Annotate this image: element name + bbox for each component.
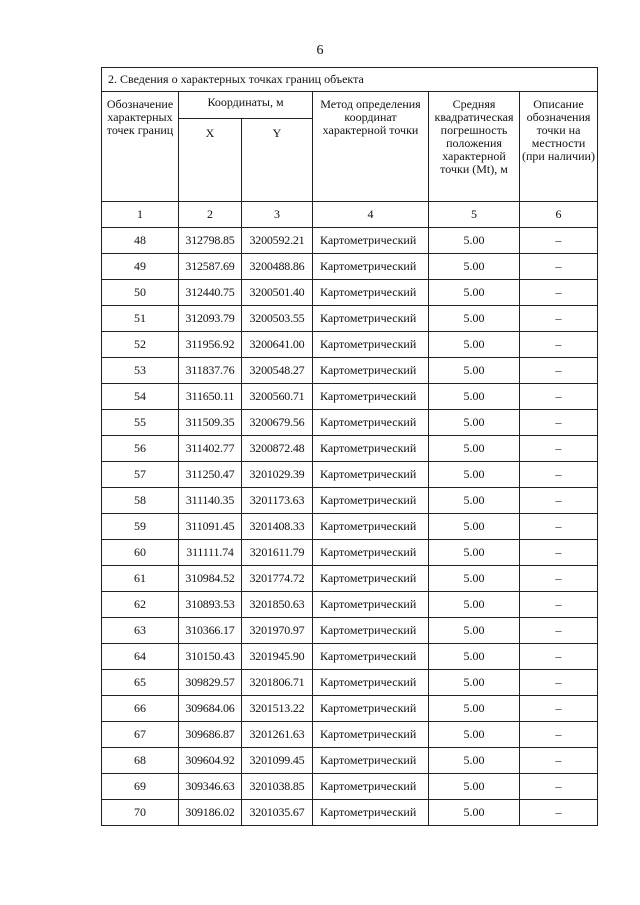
method-cell: Картометрический: [313, 774, 429, 800]
table-row: [102, 618, 598, 644]
table-row: [102, 436, 598, 462]
y-cell: 3201774.72: [242, 566, 313, 592]
y-cell: 3201970.97: [242, 618, 313, 644]
y-cell: 3201850.63: [242, 592, 313, 618]
y-cell: 3200641.00: [242, 332, 313, 358]
header-description: Описание обозначения точки на местности (при наличии): [520, 92, 598, 202]
header-coords: Координаты, м: [179, 92, 313, 119]
x-cell: 310366.17: [179, 618, 242, 644]
point-cell: 58: [102, 488, 179, 514]
description-cell: –: [520, 540, 598, 566]
x-cell: 312587.69: [179, 254, 242, 280]
method-cell: Картометрический: [313, 670, 429, 696]
description-cell: –: [520, 254, 598, 280]
column-number: 1: [102, 202, 179, 228]
header-x: X: [179, 119, 242, 202]
point-cell: 67: [102, 722, 179, 748]
table-row: [102, 696, 598, 722]
point-cell: 57: [102, 462, 179, 488]
method-cell: Картометрический: [313, 748, 429, 774]
y-cell: 3201408.33: [242, 514, 313, 540]
point-cell: 61: [102, 566, 179, 592]
x-cell: 312093.79: [179, 306, 242, 332]
header-point: Обозначение характерных точек границ: [102, 92, 179, 202]
x-cell: 309829.57: [179, 670, 242, 696]
point-cell: 50: [102, 280, 179, 306]
x-cell: 311140.35: [179, 488, 242, 514]
method-cell: Картометрический: [313, 384, 429, 410]
error-cell: 5.00: [429, 618, 520, 644]
point-cell: 51: [102, 306, 179, 332]
table-row: [102, 358, 598, 384]
y-cell: 3201035.67: [242, 800, 313, 826]
y-cell: 3200548.27: [242, 358, 313, 384]
x-cell: 311650.11: [179, 384, 242, 410]
table-row: [102, 488, 598, 514]
y-cell: 3200560.71: [242, 384, 313, 410]
description-cell: –: [520, 670, 598, 696]
column-numbers-row: [102, 202, 598, 228]
header-error: Средняя квадратическая погрешность положения характерной точки (Mt), м: [429, 92, 520, 202]
point-cell: 70: [102, 800, 179, 826]
point-cell: 63: [102, 618, 179, 644]
point-cell: 56: [102, 436, 179, 462]
y-cell: 3201038.85: [242, 774, 313, 800]
description-cell: –: [520, 592, 598, 618]
error-cell: 5.00: [429, 566, 520, 592]
y-cell: 3200503.55: [242, 306, 313, 332]
method-cell: Картометрический: [313, 566, 429, 592]
description-cell: –: [520, 748, 598, 774]
point-cell: 68: [102, 748, 179, 774]
method-cell: Картометрический: [313, 280, 429, 306]
x-cell: 309604.92: [179, 748, 242, 774]
x-cell: 309346.63: [179, 774, 242, 800]
table-row: [102, 800, 598, 826]
error-cell: 5.00: [429, 800, 520, 826]
x-cell: 311837.76: [179, 358, 242, 384]
x-cell: 309186.02: [179, 800, 242, 826]
page-number: 6: [316, 43, 324, 58]
error-cell: 5.00: [429, 540, 520, 566]
table-row: [102, 670, 598, 696]
section-title: 2. Сведения о характерных точках границ объекта: [102, 68, 598, 92]
point-cell: 54: [102, 384, 179, 410]
table-row: [102, 644, 598, 670]
table-row: [102, 748, 598, 774]
error-cell: 5.00: [429, 280, 520, 306]
description-cell: –: [520, 410, 598, 436]
y-cell: 3200488.86: [242, 254, 313, 280]
error-cell: 5.00: [429, 488, 520, 514]
description-cell: –: [520, 514, 598, 540]
method-cell: Картометрический: [313, 358, 429, 384]
description-cell: –: [520, 696, 598, 722]
method-cell: Картометрический: [313, 488, 429, 514]
description-cell: –: [520, 644, 598, 670]
y-cell: 3201261.63: [242, 722, 313, 748]
point-cell: 49: [102, 254, 179, 280]
table-row: [102, 280, 598, 306]
column-number: 6: [520, 202, 598, 228]
method-cell: Картометрический: [313, 618, 429, 644]
description-cell: –: [520, 462, 598, 488]
table-row: [102, 514, 598, 540]
column-number: 2: [179, 202, 242, 228]
method-cell: Картометрический: [313, 462, 429, 488]
method-cell: Картометрический: [313, 436, 429, 462]
y-cell: 3201945.90: [242, 644, 313, 670]
error-cell: 5.00: [429, 462, 520, 488]
y-cell: 3201173.63: [242, 488, 313, 514]
header-method: Метод определения координат характерной точки: [313, 92, 429, 202]
y-cell: 3201099.45: [242, 748, 313, 774]
description-cell: –: [520, 618, 598, 644]
error-cell: 5.00: [429, 384, 520, 410]
point-cell: 52: [102, 332, 179, 358]
table-row: [102, 384, 598, 410]
table-row: [102, 306, 598, 332]
error-cell: 5.00: [429, 696, 520, 722]
x-cell: 309686.87: [179, 722, 242, 748]
point-cell: 66: [102, 696, 179, 722]
x-cell: 311091.45: [179, 514, 242, 540]
y-cell: 3200501.40: [242, 280, 313, 306]
table-row: [102, 332, 598, 358]
method-cell: Картометрический: [313, 800, 429, 826]
description-cell: –: [520, 566, 598, 592]
x-cell: 311250.47: [179, 462, 242, 488]
column-number: 3: [242, 202, 313, 228]
method-cell: Картометрический: [313, 332, 429, 358]
table-row: [102, 722, 598, 748]
table-row: [102, 228, 598, 254]
x-cell: 311956.92: [179, 332, 242, 358]
error-cell: 5.00: [429, 644, 520, 670]
error-cell: 5.00: [429, 592, 520, 618]
method-cell: Картометрический: [313, 644, 429, 670]
description-cell: –: [520, 722, 598, 748]
error-cell: 5.00: [429, 514, 520, 540]
error-cell: 5.00: [429, 306, 520, 332]
method-cell: Картометрический: [313, 592, 429, 618]
x-cell: 312440.75: [179, 280, 242, 306]
error-cell: 5.00: [429, 410, 520, 436]
description-cell: –: [520, 488, 598, 514]
method-cell: Картометрический: [313, 254, 429, 280]
table-body: [102, 228, 598, 826]
description-cell: –: [520, 358, 598, 384]
x-cell: 311509.35: [179, 410, 242, 436]
error-cell: 5.00: [429, 722, 520, 748]
header-y: Y: [242, 119, 313, 202]
y-cell: 3201806.71: [242, 670, 313, 696]
y-cell: 3201611.79: [242, 540, 313, 566]
y-cell: 3200679.56: [242, 410, 313, 436]
method-cell: Картометрический: [313, 514, 429, 540]
error-cell: 5.00: [429, 332, 520, 358]
point-cell: 53: [102, 358, 179, 384]
x-cell: 310150.43: [179, 644, 242, 670]
point-cell: 60: [102, 540, 179, 566]
y-cell: 3201513.22: [242, 696, 313, 722]
error-cell: 5.00: [429, 436, 520, 462]
table-row: [102, 592, 598, 618]
method-cell: Картометрический: [313, 540, 429, 566]
description-cell: –: [520, 774, 598, 800]
error-cell: 5.00: [429, 228, 520, 254]
method-cell: Картометрический: [313, 722, 429, 748]
x-cell: 312798.85: [179, 228, 242, 254]
x-cell: 311402.77: [179, 436, 242, 462]
point-cell: 48: [102, 228, 179, 254]
table-row: [102, 410, 598, 436]
point-cell: 69: [102, 774, 179, 800]
description-cell: –: [520, 436, 598, 462]
table-row: [102, 540, 598, 566]
error-cell: 5.00: [429, 774, 520, 800]
method-cell: Картометрический: [313, 696, 429, 722]
point-cell: 65: [102, 670, 179, 696]
error-cell: 5.00: [429, 670, 520, 696]
description-cell: –: [520, 228, 598, 254]
description-cell: –: [520, 280, 598, 306]
point-cell: 62: [102, 592, 179, 618]
table-row: [102, 566, 598, 592]
description-cell: –: [520, 306, 598, 332]
table-row: [102, 254, 598, 280]
point-cell: 59: [102, 514, 179, 540]
boundary-points-table: [101, 67, 598, 826]
x-cell: 310984.52: [179, 566, 242, 592]
column-number: 4: [313, 202, 429, 228]
y-cell: 3200872.48: [242, 436, 313, 462]
column-number: 5: [429, 202, 520, 228]
method-cell: Картометрический: [313, 306, 429, 332]
point-cell: 55: [102, 410, 179, 436]
description-cell: –: [520, 384, 598, 410]
method-cell: Картометрический: [313, 410, 429, 436]
x-cell: 311111.74: [179, 540, 242, 566]
x-cell: 310893.53: [179, 592, 242, 618]
error-cell: 5.00: [429, 254, 520, 280]
x-cell: 309684.06: [179, 696, 242, 722]
method-cell: Картометрический: [313, 228, 429, 254]
y-cell: 3201029.39: [242, 462, 313, 488]
error-cell: 5.00: [429, 748, 520, 774]
description-cell: –: [520, 332, 598, 358]
y-cell: 3200592.21: [242, 228, 313, 254]
description-cell: –: [520, 800, 598, 826]
table-row: [102, 774, 598, 800]
error-cell: 5.00: [429, 358, 520, 384]
point-cell: 64: [102, 644, 179, 670]
table-row: [102, 462, 598, 488]
